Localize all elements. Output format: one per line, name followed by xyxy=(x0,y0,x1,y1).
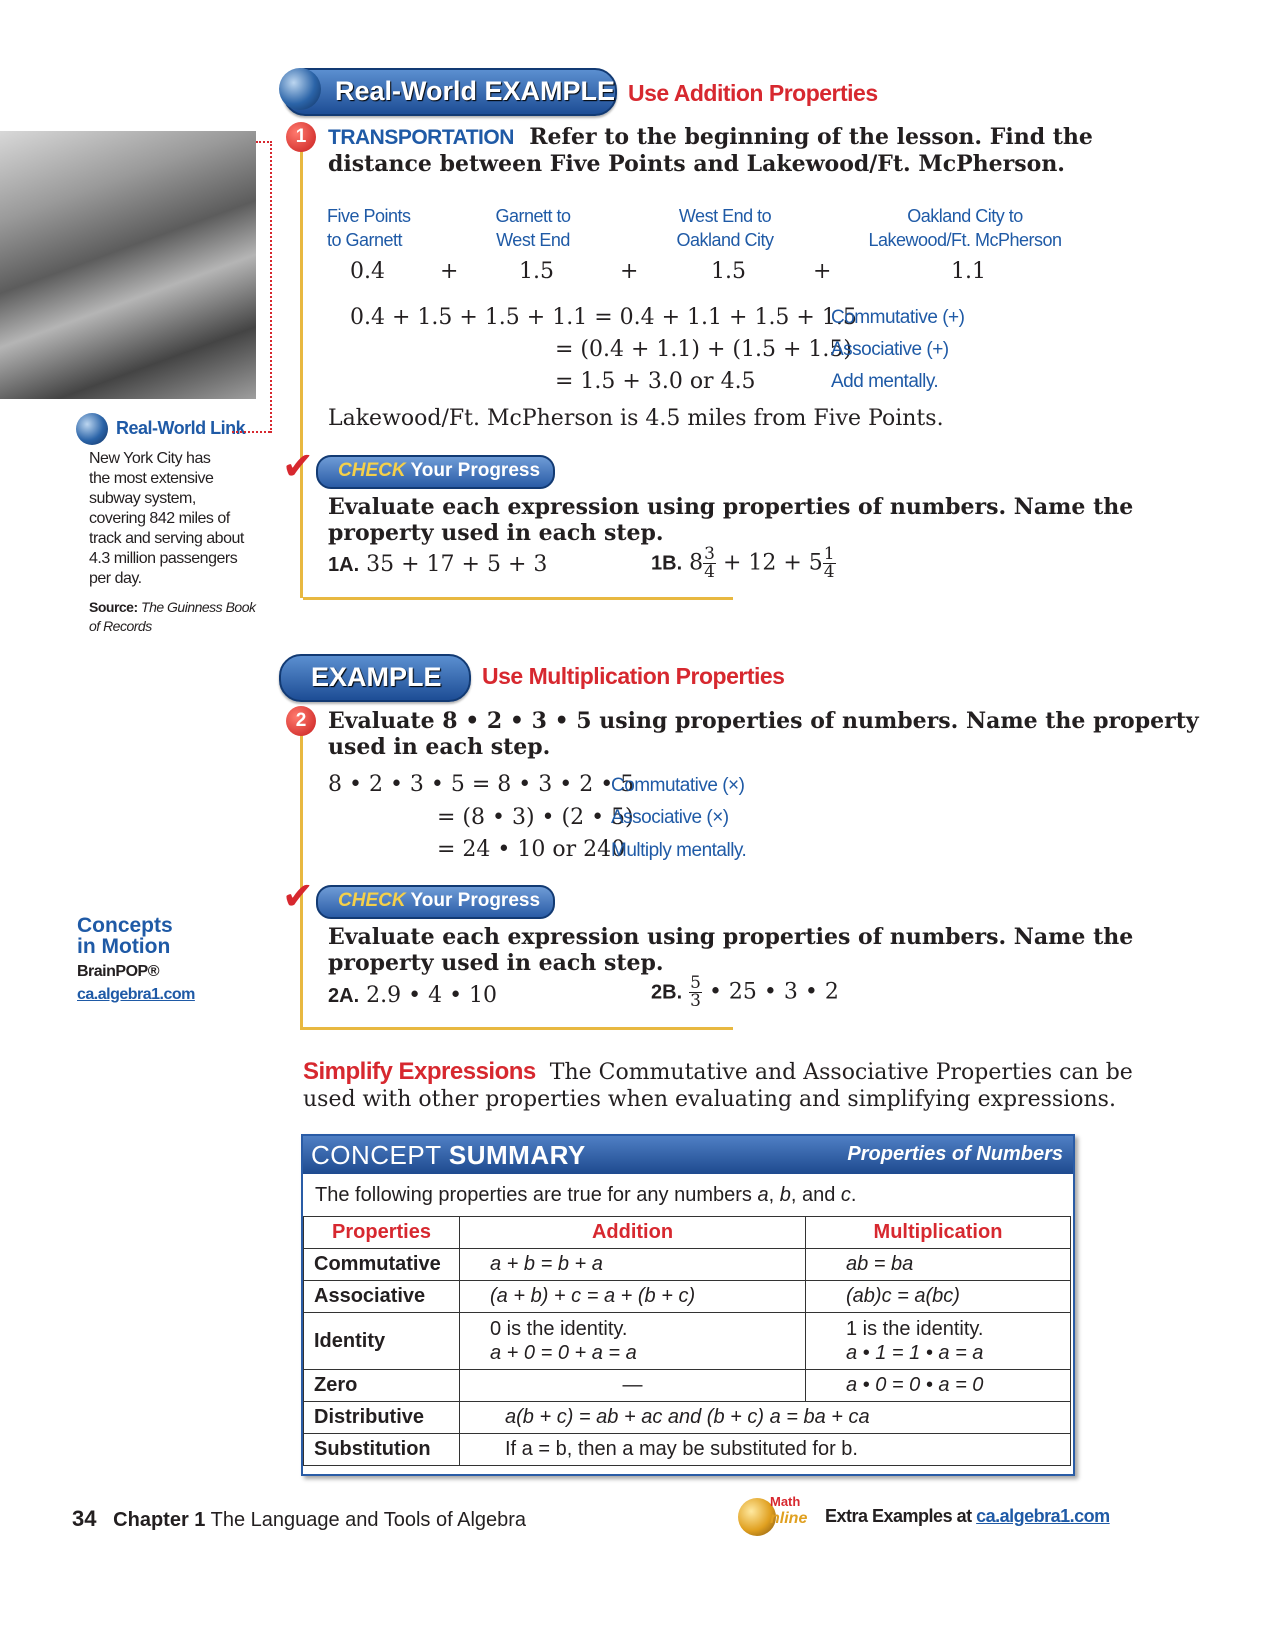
check1-instructions: Evaluate each expression using properties of numbers. Name the property used in each step. xyxy=(328,494,1134,546)
footer-url-link[interactable]: ca.algebra1.com xyxy=(976,1506,1110,1526)
step-reason: Associative (+) xyxy=(831,339,949,360)
table-row: Substitution If a = b, then a may be substituted for b. xyxy=(304,1434,1071,1466)
check-your-progress-banner: CHECK Your Progress xyxy=(316,455,555,489)
simplify-paragraph: Simplify Expressions The Commutative and Associative Properties can be used with other properties when evaluating and simplifying expressions. xyxy=(303,1058,1133,1112)
simplify-heading: Simplify Expressions xyxy=(303,1058,536,1085)
step-reason: Multiply mentally. xyxy=(611,840,747,861)
exercise-1a[interactable]: 1A. 35 + 17 + 5 + 3 xyxy=(328,552,548,577)
table-row: Zero — a • 0 = 0 • a = 0 xyxy=(304,1370,1071,1402)
globe-icon xyxy=(279,68,321,110)
page-number: 34 xyxy=(72,1506,97,1531)
sidebar-url-link[interactable]: ca.algebra1.com xyxy=(77,986,195,1003)
example1-title: Use Addition Properties xyxy=(628,80,878,106)
concept-summary-intro: The following properties are true for any numbers a, b, and c. xyxy=(315,1184,857,1206)
segment-label: Garnett to West End xyxy=(495,206,571,250)
example2-question: Evaluate 8 • 2 • 3 • 5 using properties of numbers. Name the property used in each step. xyxy=(328,708,1199,760)
check2-instructions: Evaluate each expression using properties of numbers. Name the property used in each step. xyxy=(328,924,1134,976)
checkmark-icon: ✔ xyxy=(282,874,314,918)
segment-label: Oakland City to Lakewood/Ft. McPherson xyxy=(868,206,1062,250)
source-citation: Source: The Guinness Book of Records xyxy=(89,599,256,634)
globe-icon xyxy=(76,413,108,445)
concept-summary-subtitle: Properties of Numbers xyxy=(847,1143,1063,1165)
chapter-title: The Language and Tools of Algebra xyxy=(210,1509,527,1531)
exercise-2a[interactable]: 2A. 2.9 • 4 • 10 xyxy=(328,983,498,1008)
example1-number: 1 xyxy=(286,122,316,152)
plus-sign: + xyxy=(813,259,832,284)
example-banner: EXAMPLE xyxy=(279,654,471,702)
step-reason: Add mentally. xyxy=(831,371,939,392)
step-reason: Associative (×) xyxy=(611,807,729,828)
header-multiplication: Multiplication xyxy=(806,1217,1071,1249)
page-footer xyxy=(72,1506,526,1532)
check-your-progress-banner: CHECK Your Progress xyxy=(316,885,555,919)
table-row: Identity 0 is the identity. a + 0 = 0 + a = a 1 is the identity. a • 1 = 1 • a = a xyxy=(304,1313,1071,1370)
link-dots xyxy=(232,431,270,433)
math-online-logo[interactable]: Math nline xyxy=(738,1494,818,1540)
concept-summary-header: CONCEPT SUMMARY Properties of Numbers xyxy=(303,1136,1073,1174)
step-reason: Commutative (+) xyxy=(831,307,965,328)
segment-value: 1.1 xyxy=(951,259,986,284)
properties-table xyxy=(303,1216,1071,1466)
concepts-in-motion-logo[interactable]: Concepts in Motion xyxy=(77,914,173,958)
checkmark-icon: ✔ xyxy=(282,444,314,488)
example1-rule xyxy=(300,138,303,598)
exercise-1b[interactable]: 1B. 8 $\frac{3}{4}$ + 12 + 5 $\frac{1}{4}$ xyxy=(651,544,835,582)
segment-label: West End to Oakland City xyxy=(676,206,774,250)
table-row: Commutative a + b = b + a ab = ba xyxy=(304,1249,1071,1281)
segment-label: Five Points to Garnett xyxy=(327,206,411,250)
step-expression: 8 • 2 • 3 • 5 = 8 • 3 • 2 • 5 xyxy=(328,772,635,797)
check1-rule xyxy=(303,597,733,600)
check2-rule xyxy=(303,1027,733,1030)
plus-sign: + xyxy=(620,259,639,284)
real-world-link-title: Real-World Link xyxy=(116,418,246,438)
step-expression: = (0.4 + 1.1) + (1.5 + 1.5) xyxy=(555,337,852,362)
photo-callout-line xyxy=(256,141,272,433)
example1-conclusion: Lakewood/Ft. McPherson is 4.5 miles from Five Points. xyxy=(328,406,944,431)
header-addition: Addition xyxy=(460,1217,806,1249)
example1-question: TRANSPORTATION Refer to the beginning of the lesson. Find the distance between Five Points and Lakewood/Ft. McPherson. xyxy=(328,124,1093,177)
step-reason: Commutative (×) xyxy=(611,775,745,796)
table-row: Distributive a(b + c) = ab + ac and (b + c) a = ba + ca xyxy=(304,1402,1071,1434)
step-expression: = (8 • 3) • (2 • 5) xyxy=(437,805,634,830)
real-world-example-banner: Real-World EXAMPLE xyxy=(283,68,617,116)
step-expression: = 1.5 + 3.0 or 4.5 xyxy=(555,369,756,394)
exercise-2b[interactable]: 2B. $\frac{5}{3}$ • 25 • 3 • 2 xyxy=(651,973,839,1011)
segment-value: 1.5 xyxy=(711,259,746,284)
segment-value: 0.4 xyxy=(350,259,385,284)
example2-number: 2 xyxy=(286,706,316,736)
step-expression: = 24 • 10 or 240 xyxy=(437,837,626,862)
real-world-link-text: New York City has the most extensive subway system, covering 842 miles of track and serving about 4.3 million passengers per day. xyxy=(89,450,244,587)
extra-examples: Extra Examples at ca.algebra1.com xyxy=(825,1506,1110,1526)
header-properties: Properties xyxy=(304,1217,460,1249)
concept-summary-box xyxy=(301,1134,1075,1476)
step-expression: 0.4 + 1.5 + 1.5 + 1.1 = 0.4 + 1.1 + 1.5 + 1.5 xyxy=(350,305,857,330)
subway-photo xyxy=(0,131,256,399)
segment-value: 1.5 xyxy=(519,259,554,284)
brainpop-label: BrainPOP® xyxy=(77,963,159,980)
chapter-label: Chapter 1 xyxy=(113,1509,206,1531)
table-row: Associative (a + b) + c = a + (b + c) (ab)c = a(bc) xyxy=(304,1281,1071,1313)
example2-title: Use Multiplication Properties xyxy=(482,663,785,689)
plus-sign: + xyxy=(440,259,459,284)
